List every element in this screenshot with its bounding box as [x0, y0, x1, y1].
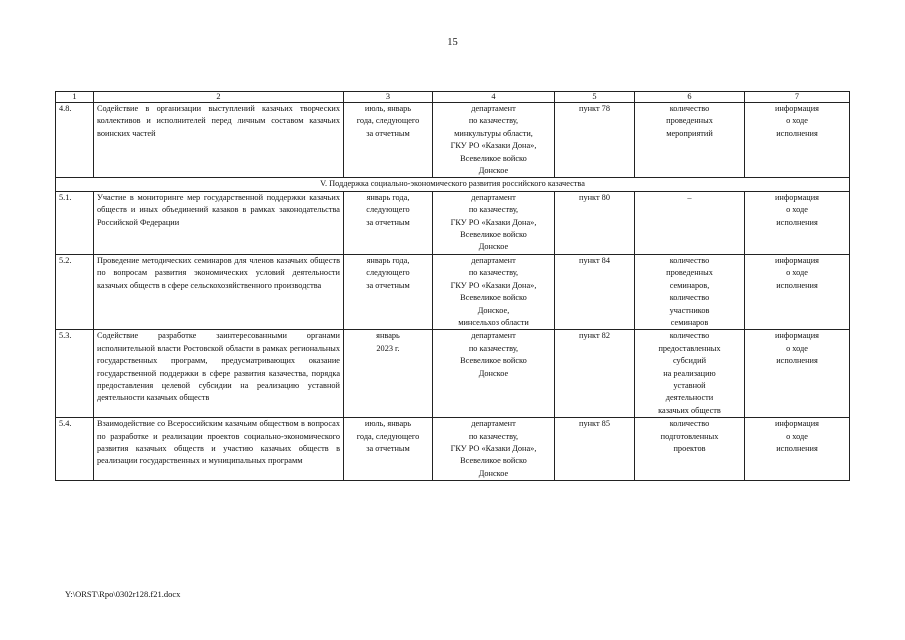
executor-cell [433, 103, 555, 178]
column-header: 6 [635, 92, 745, 103]
executor-cell [433, 418, 555, 481]
indicator-cell-line: количество [669, 293, 710, 303]
executor-cell-line: Донское [478, 368, 509, 378]
term-cell-line: январь [376, 331, 400, 341]
term-cell [344, 191, 433, 254]
executor-cell-line: по казачеству, [468, 268, 519, 278]
table-body-top [56, 103, 850, 178]
reference-cell: пункт 82 [555, 330, 635, 418]
indicator-cell-line: подготовленных [660, 431, 719, 441]
executor-cell-line: департамент [471, 419, 516, 429]
executor-cell-line: ГКУ РО «Казаки Дона», [450, 443, 537, 453]
indicator-cell-line: предоставленных [658, 343, 721, 353]
action-cell: Содействие в организации выступлений казачьих творческих коллективов и исполнителей перед личным составом казачьих воинских частей [94, 103, 344, 178]
result-cell-line: исполнения [776, 356, 818, 366]
result-cell-line: информация [774, 104, 819, 113]
reference-cell: пункт 84 [555, 254, 635, 329]
table-row [56, 330, 850, 418]
term-cell [344, 103, 433, 178]
reference-cell: пункт 80 [555, 191, 635, 254]
executor-cell-line: Всевеликое войско [460, 230, 527, 240]
indicator-cell-line: количество [669, 331, 710, 341]
indicator-cell-line: уставной [673, 380, 706, 390]
executor-cell-line: по казачеству, [468, 116, 519, 126]
indicator-cell-line: – [687, 192, 692, 202]
section-row [56, 178, 850, 191]
executor-cell-line: ГКУ РО «Казаки Дона», [450, 141, 537, 151]
action-cell: Содействие разработке заинтересованными органами исполнительной власти Ростовской области в рамках региональных государственных программ, предусматривающих оказание государственной поддержки в сфере развития казачества, порядка предоставления целевой субсидии на реализацию уставной деятельности казачьих обществ [94, 330, 344, 418]
result-cell-line: о ходе [786, 431, 808, 441]
action-cell: Взаимодействие со Всероссийским казачьим обществом в вопросах по разработке и реализации проектов социально-экономического развития казачьих обществ и участию казачьих обществ в реализации государственных и муниципальных программ [94, 418, 344, 481]
indicator-cell-line: количество [669, 104, 710, 113]
result-cell [745, 103, 850, 178]
term-cell-line: года, следующего [356, 116, 420, 126]
executor-cell-line: ГКУ РО «Казаки Дона», [450, 280, 537, 290]
term-cell-line: года, следующего [356, 431, 420, 441]
result-cell [745, 191, 850, 254]
executor-cell [433, 254, 555, 329]
executor-cell-line: ГКУ РО «Казаки Дона», [450, 217, 537, 227]
item-number: 5.3. [56, 330, 94, 418]
file-path-footer: Y:\ORST\Rpo\0302r128.f21.docx [65, 589, 181, 599]
executor-cell-line: минсельхоз области [458, 317, 529, 327]
reference-cell: пункт 85 [555, 418, 635, 481]
item-number: 5.1. [56, 191, 94, 254]
result-cell [745, 330, 850, 418]
executor-cell-line: по казачеству, [468, 205, 519, 215]
indicator-cell-line: семинаров, [669, 280, 710, 290]
result-cell-line: исполнения [776, 217, 818, 227]
executor-cell-line: по казачеству, [468, 343, 519, 353]
item-number: 5.2. [56, 254, 94, 329]
term-cell-line: за отчетным [366, 217, 410, 227]
executor-cell-line: департамент [471, 104, 516, 113]
executor-cell-line: Всевеликое войско [460, 293, 527, 303]
indicator-cell-line: количество [669, 255, 710, 265]
term-cell [344, 330, 433, 418]
table-row [56, 254, 850, 329]
term-cell [344, 418, 433, 481]
action-cell: Проведение методических семинаров для членов казачьих обществ по вопросам развития экономических условий деятельности казачьих обществ в сфере сельскохозяйственного производства [94, 254, 344, 329]
term-cell-line: следующего [366, 205, 410, 215]
term-cell [344, 254, 433, 329]
indicator-cell-line: проведенных [666, 116, 713, 126]
section-block [56, 178, 850, 191]
action-cell: Участие в мониторинге мер государственной поддержки казачьих обществ и иных объединений казаков в рамках законодательства Российской Федерации [94, 191, 344, 254]
executor-cell-line: департамент [471, 331, 516, 341]
result-cell-line: о ходе [786, 205, 808, 215]
executor-cell-line: департамент [471, 192, 516, 202]
executor-cell-line: минкультуры области, [454, 128, 533, 138]
column-header: 2 [94, 92, 344, 103]
result-cell [745, 254, 850, 329]
reference-cell: пункт 78 [555, 103, 635, 178]
term-cell-line: за отчетным [366, 128, 410, 138]
result-cell [745, 418, 850, 481]
executor-cell-line: Донское [478, 166, 509, 176]
result-cell-line: информация [774, 419, 819, 429]
executor-cell-line: Донское [478, 468, 509, 478]
executor-cell [433, 191, 555, 254]
indicator-cell-line: количество [669, 419, 710, 429]
term-cell-line: июль, январь [364, 419, 412, 429]
indicator-cell-line: участников [669, 305, 710, 315]
item-number: 5.4. [56, 418, 94, 481]
term-cell-line: январь года, [366, 255, 410, 265]
indicator-cell [635, 330, 745, 418]
executor-cell-line: Всевеликое войско [460, 456, 527, 466]
result-cell-line: информация [774, 192, 819, 202]
indicator-cell-line: проведенных [666, 268, 713, 278]
column-header: 4 [433, 92, 555, 103]
indicator-cell-line: проектов [673, 443, 706, 453]
table-row [56, 103, 850, 178]
term-cell-line: июль, январь [364, 104, 412, 113]
executor-cell-line: по казачеству, [468, 431, 519, 441]
indicator-cell-line: мероприятий [666, 128, 713, 138]
term-cell-line: январь года, [366, 192, 410, 202]
column-header: 5 [555, 92, 635, 103]
term-cell-line: 2023 г. [376, 343, 400, 353]
result-cell-line: о ходе [786, 268, 808, 278]
executor-cell-line: Донское, [477, 305, 510, 315]
term-cell-line: за отчетным [366, 443, 410, 453]
indicator-cell-line: субсидий [672, 356, 707, 366]
result-cell-line: информация [774, 331, 819, 341]
executor-cell-line: Всевеликое войско [460, 356, 527, 366]
measures-table [55, 91, 850, 481]
table-row [56, 191, 850, 254]
indicator-cell [635, 418, 745, 481]
result-cell-line: исполнения [776, 128, 818, 138]
column-number-row [56, 92, 850, 103]
column-header: 7 [745, 92, 850, 103]
result-cell-line: о ходе [786, 116, 808, 126]
table-row [56, 418, 850, 481]
executor-cell [433, 330, 555, 418]
column-header: 3 [344, 92, 433, 103]
term-cell-line: следующего [366, 268, 410, 278]
indicator-cell-line: на реализацию [663, 368, 716, 378]
executor-cell-line: Всевеликое войско [460, 153, 527, 163]
indicator-cell-line: деятельности [665, 393, 714, 403]
result-cell-line: информация [774, 255, 819, 265]
result-cell-line: исполнения [776, 443, 818, 453]
indicator-cell-line: семинаров [670, 317, 709, 327]
indicator-cell [635, 191, 745, 254]
item-number: 4.8. [56, 103, 94, 178]
term-cell-line: за отчетным [366, 280, 410, 290]
indicator-cell [635, 254, 745, 329]
indicator-cell-line: казачьих обществ [658, 405, 721, 415]
result-cell-line: о ходе [786, 343, 808, 353]
page-number: 15 [447, 37, 458, 48]
table-body-bottom [56, 191, 850, 480]
column-header: 1 [56, 92, 94, 103]
indicator-cell [635, 103, 745, 178]
executor-cell-line: департамент [471, 255, 516, 265]
section-title: V. Поддержка социально-экономического развития российского казачества [56, 178, 850, 191]
result-cell-line: исполнения [776, 280, 818, 290]
executor-cell-line: Донское [478, 242, 509, 252]
